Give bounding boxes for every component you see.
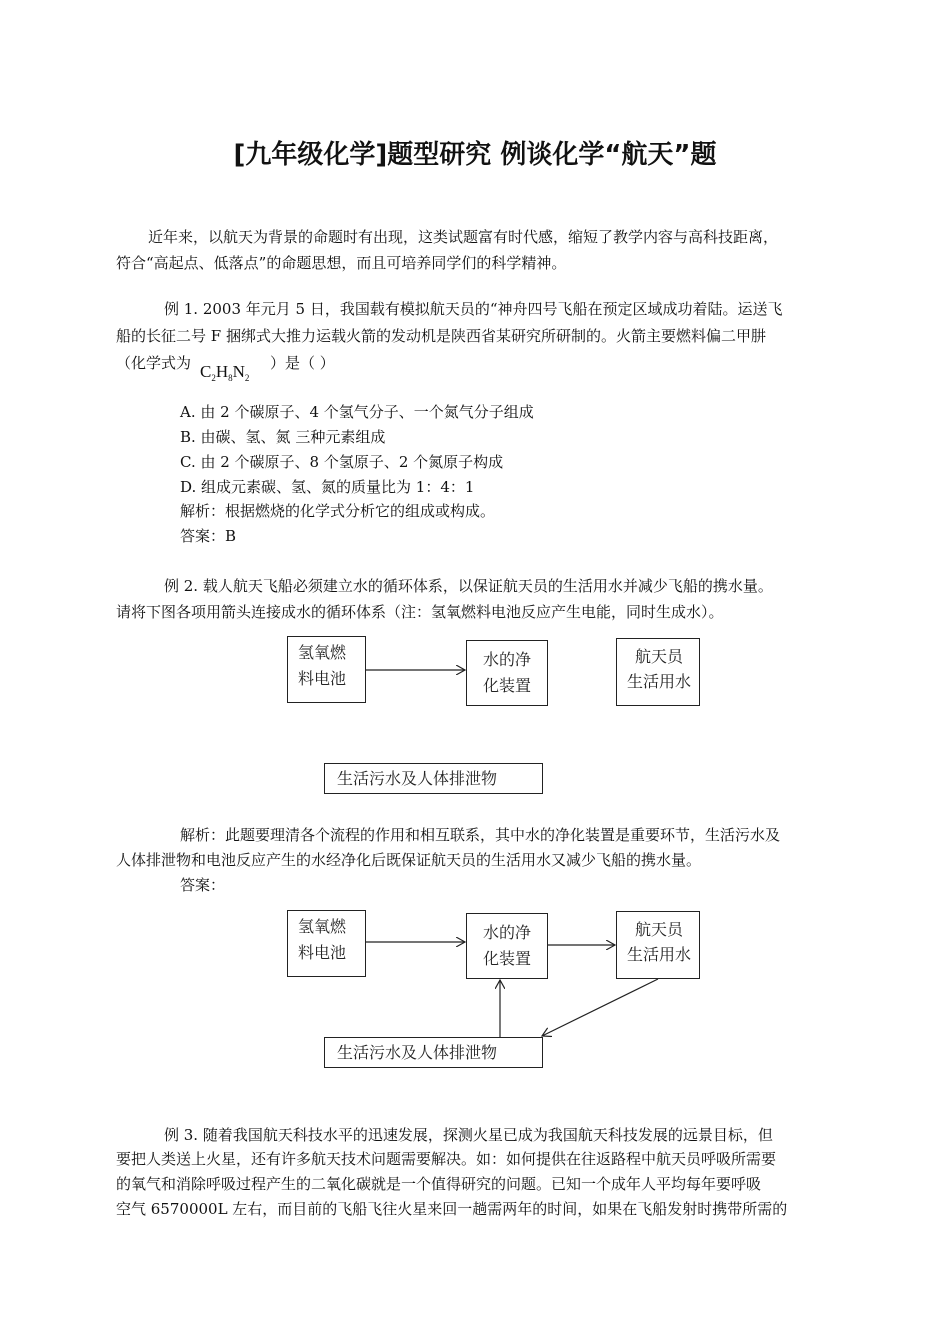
waste-label: 生活污水及人体排泄物 (337, 769, 498, 788)
fuel-cell-label-2: 料电池 (298, 669, 347, 688)
example3-line-1: 例 3. 随着我国航天科技水平的迅速发展，探测火星已成为我国航天科技发展的远景目标，但 (164, 1126, 773, 1144)
option-a: A. 由 2 个碳原子、4 个氢气分子、一个氮气分子组成 (180, 403, 534, 421)
example1-line-3-prefix: （化学式为 (116, 354, 192, 372)
example1-line-1: 例 1. 2003 年元月 5 日，我国载有模拟航天员的“神舟四号飞船在预定区域成功着陆。运送飞 (164, 300, 783, 318)
answer-astronaut-label-2: 生活用水 (627, 945, 692, 964)
answer-purifier-label-1: 水的净 (483, 923, 532, 942)
formula-h-sub: 8 (228, 373, 233, 383)
answer-waste-label: 生活污水及人体排泄物 (337, 1043, 498, 1062)
option-d: D. 组成元素碳、氢、氮的质量比为 1：4：1 (180, 478, 475, 496)
example1-line-2: 船的长征二号 F 捆绑式大推力运载火箭的发动机是陕西省某研究所研制的。火箭主要燃料偏二甲肼 (116, 327, 766, 345)
formula-h: H (215, 362, 229, 381)
formula-c-sub: 2 (211, 373, 216, 383)
example2-line-2: 请将下图各项用箭头连接成水的循环体系（注：氢氧燃料电池反应产生电能，同时生成水）。 (116, 603, 724, 621)
option-c: C. 由 2 个碳原子、8 个氢原子、2 个氮原子构成 (180, 453, 504, 471)
intro-line-1: 近年来，以航天为背景的命题时有出现，这类试题富有时代感，缩短了教学内容与高科技距离， (148, 228, 779, 246)
formula-c: C (200, 362, 212, 381)
answer-arrow-astronaut-to-waste (542, 979, 658, 1036)
example3-line-4: 空气 6570000L 左右，而目前的飞船飞往火星来回一趟需两年的时间，如果在飞船发射时携带所需的 (116, 1200, 788, 1218)
formula-n: N (232, 362, 245, 381)
answer-fuel-cell-label-1: 氢氧燃 (298, 917, 347, 936)
example1-analysis: 解析：根据燃烧的化学式分析它的组成或构成。 (180, 502, 496, 520)
purifier-label-2: 化装置 (483, 676, 532, 695)
example2-analysis-line-1: 解析：此题要理清各个流程的作用和相互联系，其中水的净化装置是重要环节，生活污水及 (180, 826, 781, 844)
example1-answer: 答案：B (180, 527, 237, 545)
intro-line-2: 符合“高起点、低落点”的命题思想，而且可培养同学们的科学精神。 (116, 254, 567, 272)
purifier-label-1: 水的净 (483, 650, 532, 669)
answer-astronaut-label-1: 航天员 (635, 920, 684, 939)
page-title: [九年级化学]题型研究 例谈化学“航天”题 (233, 140, 717, 170)
astronaut-label-1: 航天员 (635, 647, 684, 666)
example2-line-1: 例 2. 载人航天飞船必须建立水的循环体系，以保证航天员的生活用水并减少飞船的携水量。 (164, 577, 773, 595)
example2-analysis-line-2: 人体排泄物和电池反应产生的水经净化后既保证航天员的生活用水又减少飞船的携水量。 (116, 851, 702, 869)
answer-fuel-cell-label-2: 料电池 (298, 943, 347, 962)
example3-line-2: 要把人类送上火星，还有许多航天技术问题需要解决。如：如何提供在往返路程中航天员呼吸所需要 (116, 1150, 777, 1168)
option-b: B. 由碳、氢、氮 三种元素组成 (180, 428, 386, 446)
answer-purifier-label-2: 化装置 (483, 949, 532, 968)
example2-answer-label: 答案： (180, 876, 226, 894)
astronaut-label-2: 生活用水 (627, 672, 692, 691)
formula-n-sub: 2 (244, 373, 250, 383)
example1-line-3-suffix: ）是（ ） (270, 354, 335, 372)
example3-line-3: 的氧气和消除呼吸过程产生的二氧化碳就是一个值得研究的问题。已知一个成年人平均每年要呼吸 (116, 1175, 762, 1193)
fuel-cell-label-1: 氢氧燃 (298, 643, 347, 662)
